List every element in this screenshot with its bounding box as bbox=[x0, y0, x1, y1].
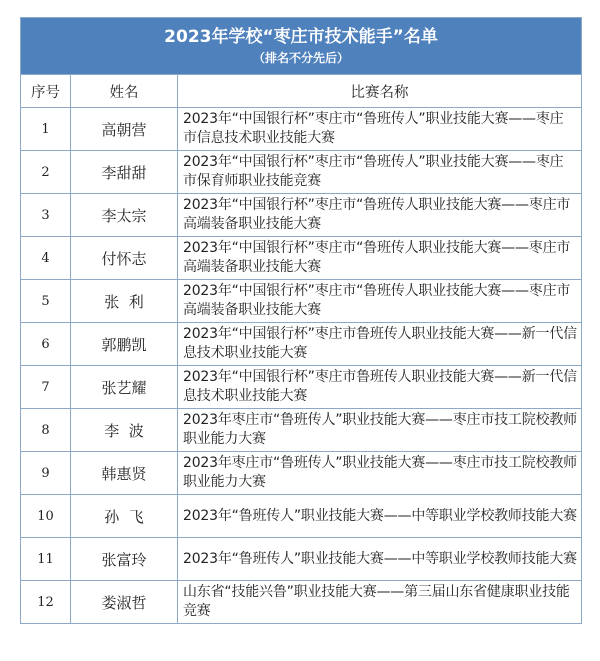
cell-name: 张富玲 bbox=[71, 538, 178, 581]
cell-competition: 2023年“鲁班传人”职业技能大赛——中等职业学校教师技能大赛 bbox=[178, 495, 582, 538]
cell-competition: 2023年“鲁班传人”职业技能大赛——中等职业学校教师技能大赛 bbox=[178, 538, 582, 581]
cell-competition: 2023年“中国银行杯”枣庄市“鲁班传人职业技能大赛——枣庄市高端装备职业技能大赛 bbox=[178, 280, 582, 323]
cell-no: 4 bbox=[21, 237, 71, 280]
cell-no: 1 bbox=[21, 108, 71, 151]
column-header-name: 姓名 bbox=[71, 75, 178, 108]
table-row bbox=[21, 108, 582, 151]
cell-name: 孙 飞 bbox=[71, 495, 178, 538]
cell-no: 8 bbox=[21, 409, 71, 452]
cell-name: 李 波 bbox=[71, 409, 178, 452]
cell-name: 高朝营 bbox=[71, 108, 178, 151]
cell-no: 12 bbox=[21, 581, 71, 624]
cell-name: 娄淑哲 bbox=[71, 581, 178, 624]
table-subtitle: （排名不分先后） bbox=[253, 51, 350, 65]
cell-no: 9 bbox=[21, 452, 71, 495]
table-row bbox=[21, 237, 582, 280]
cell-competition: 2023年枣庄市“鲁班传人”职业技能大赛——枣庄市技工院校教师职业能力大赛 bbox=[178, 452, 582, 495]
table-row bbox=[21, 409, 582, 452]
cell-name: 张 利 bbox=[71, 280, 178, 323]
table-row bbox=[21, 280, 582, 323]
column-header-competition: 比赛名称 bbox=[178, 75, 582, 108]
table-row bbox=[21, 366, 582, 409]
cell-no: 5 bbox=[21, 280, 71, 323]
cell-no: 6 bbox=[21, 323, 71, 366]
experts-table bbox=[20, 17, 582, 624]
table-row bbox=[21, 581, 582, 624]
table-row bbox=[21, 495, 582, 538]
cell-competition: 山东省“技能兴鲁”职业技能大赛——第三届山东省健康职业技能竞赛 bbox=[178, 581, 582, 624]
cell-no: 10 bbox=[21, 495, 71, 538]
cell-name: 韩惠贤 bbox=[71, 452, 178, 495]
cell-no: 2 bbox=[21, 151, 71, 194]
table-title: 2023年学校“枣庄市技术能手”名单 bbox=[164, 27, 438, 47]
cell-no: 11 bbox=[21, 538, 71, 581]
cell-competition: 2023年“中国银行杯”枣庄市“鲁班传人”职业技能大赛——枣庄市保育师职业技能竞赛 bbox=[178, 151, 582, 194]
table-row bbox=[21, 538, 582, 581]
cell-name: 张艺耀 bbox=[71, 366, 178, 409]
table-row bbox=[21, 194, 582, 237]
cell-competition: 2023年“中国银行杯”枣庄市“鲁班传人”职业技能大赛——枣庄市信息技术职业技能大赛 bbox=[178, 108, 582, 151]
cell-competition: 2023年“中国银行杯”枣庄市“鲁班传人职业技能大赛——枣庄市高端装备职业技能大赛 bbox=[178, 194, 582, 237]
cell-competition: 2023年枣庄市“鲁班传人”职业技能大赛——枣庄市技工院校教师职业能力大赛 bbox=[178, 409, 582, 452]
cell-name: 郭鹏凯 bbox=[71, 323, 178, 366]
cell-name: 李太宗 bbox=[71, 194, 178, 237]
cell-competition: 2023年“中国银行杯”枣庄市鲁班传人职业技能大赛——新一代信息技术职业技能大赛 bbox=[178, 366, 582, 409]
cell-name: 李甜甜 bbox=[71, 151, 178, 194]
table-body bbox=[21, 108, 582, 624]
table-row bbox=[21, 323, 582, 366]
cell-competition: 2023年“中国银行杯”枣庄市“鲁班传人职业技能大赛——枣庄市高端装备职业技能大赛 bbox=[178, 237, 582, 280]
column-header-no: 序号 bbox=[21, 75, 71, 108]
cell-name: 付怀志 bbox=[71, 237, 178, 280]
cell-competition: 2023年“中国银行杯”枣庄市鲁班传人职业技能大赛——新一代信息技术职业技能大赛 bbox=[178, 323, 582, 366]
cell-no: 7 bbox=[21, 366, 71, 409]
table-header bbox=[21, 18, 582, 75]
technical-experts-list bbox=[20, 17, 581, 624]
cell-no: 3 bbox=[21, 194, 71, 237]
table-row bbox=[21, 151, 582, 194]
table-row bbox=[21, 452, 582, 495]
